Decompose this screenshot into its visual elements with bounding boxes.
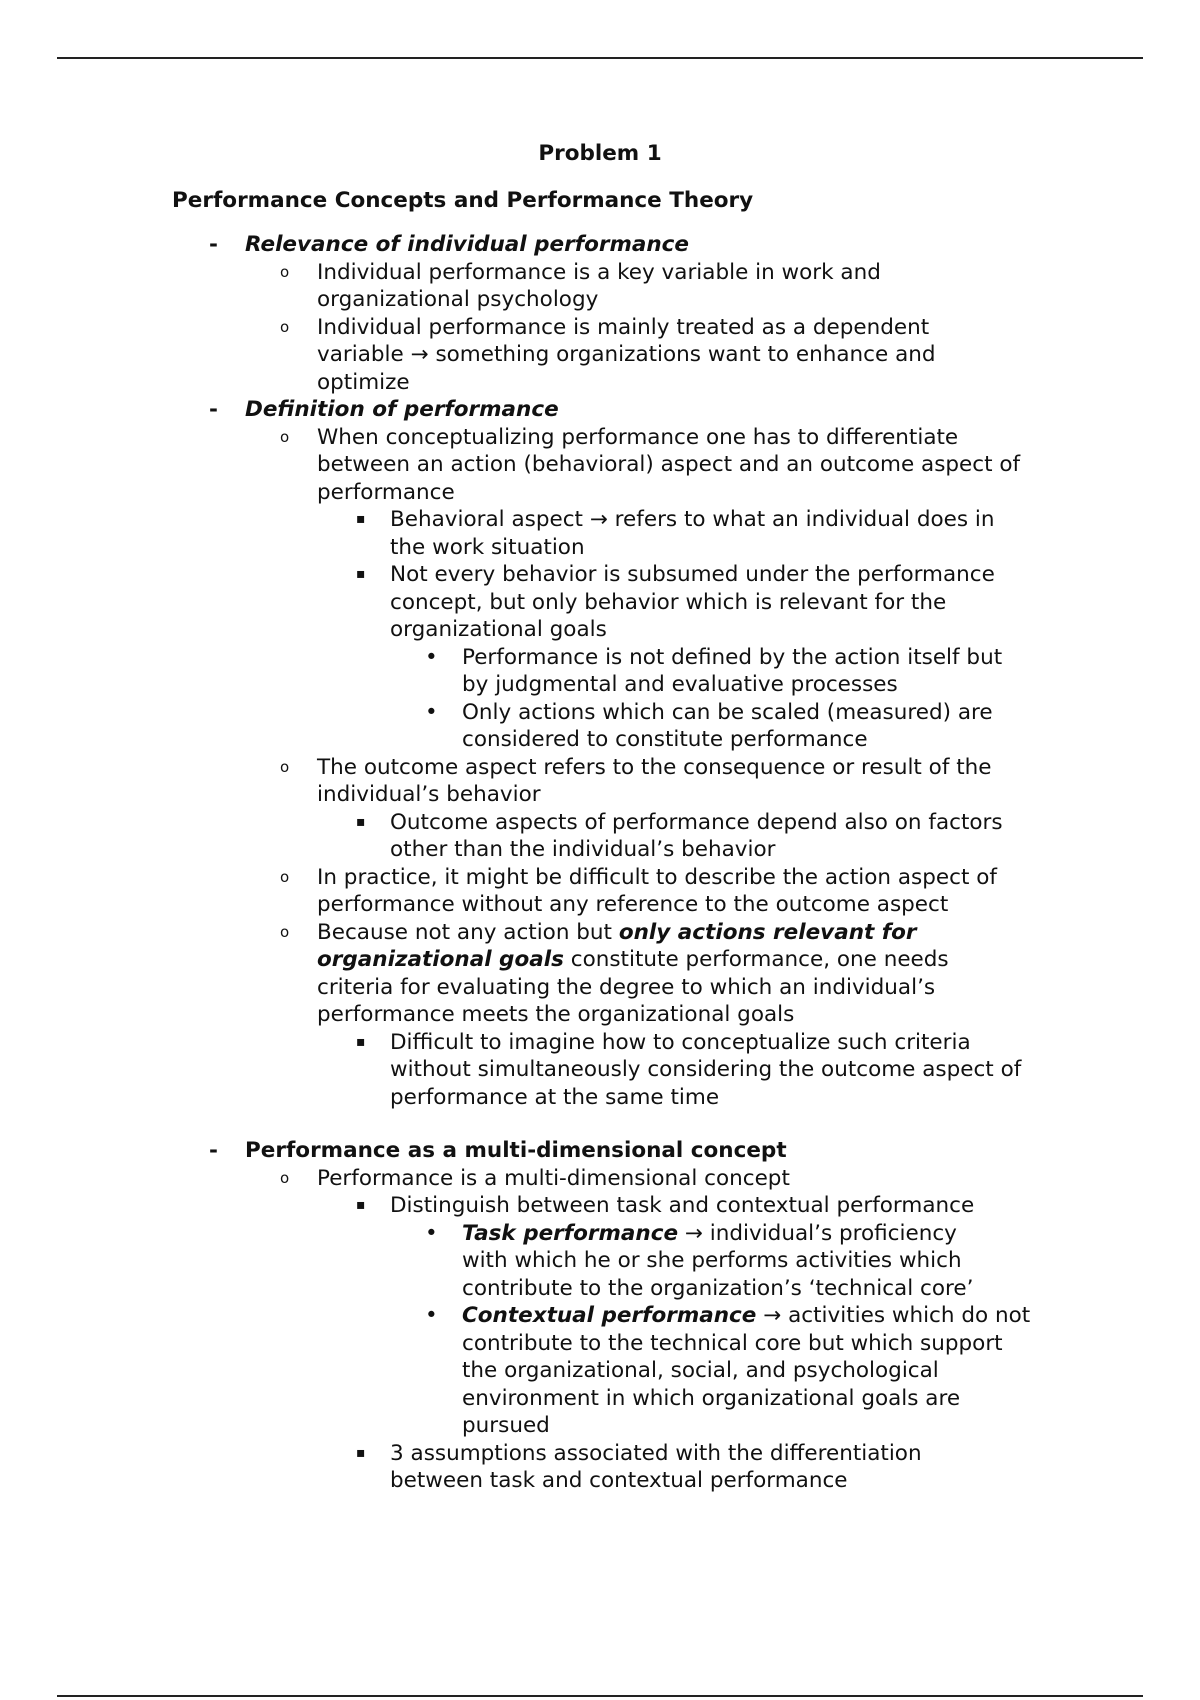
section-definition <box>172 396 1072 424</box>
dot-bullet-icon: • <box>425 1303 438 1328</box>
list-item <box>172 1165 1072 1193</box>
list-item <box>172 809 1072 864</box>
section-title: Performance as a multi-dimensional concept <box>245 1138 787 1163</box>
square-bullet-icon: ▪ <box>356 1033 366 1050</box>
dash-bullet: - <box>209 397 218 422</box>
list-item-text: 3 assumptions associated with the differentiation between task and contextual performance <box>390 1440 922 1493</box>
list-item-text: Because not any action but only actions relevant for organizational goals constitute performance, one needs criteria for evaluating the degree to which an individual’s performance meets the organizational goals <box>317 919 949 1027</box>
list-item-text: Performance is a multi-dimensional concept <box>317 1165 790 1191</box>
list-item-text: When conceptualizing performance one has to differentiate between an action (behavioral) aspect and an outcome aspect of performance <box>317 424 1021 505</box>
list-item <box>172 699 1072 754</box>
list-item <box>172 1192 1072 1220</box>
circle-bullet-icon: o <box>280 922 290 941</box>
list-item-text: Only actions which can be scaled (measured) are considered to constitute performance <box>462 699 993 752</box>
list-item <box>172 644 1072 699</box>
circle-bullet-icon: o <box>280 262 290 281</box>
square-bullet-icon: ▪ <box>356 1197 366 1213</box>
list-item-text: In practice, it might be difficult to describe the action aspect of performance without any reference to the outcome aspect <box>317 864 997 917</box>
top-rule <box>57 57 1143 59</box>
square-bullet-icon: ▪ <box>356 813 366 830</box>
arrow-icon: → <box>684 1220 703 1246</box>
list-item-text: Task performance → individual’s proficiency with which he or she performs activities which contribute to the organization’s ‘technical core’ <box>462 1220 974 1301</box>
list-item <box>172 919 1072 1029</box>
list-item <box>172 314 1072 397</box>
list-item-text: Distinguish between task and contextual performance <box>390 1193 975 1218</box>
bottom-rule <box>57 1695 1143 1697</box>
square-bullet-icon: ▪ <box>356 511 366 527</box>
list-item <box>172 561 1072 644</box>
list-item <box>172 259 1072 314</box>
list-item <box>172 1440 1072 1495</box>
list-item-text: The outcome aspect refers to the consequence or result of the individual’s behavior <box>317 754 992 807</box>
circle-bullet-icon: o <box>280 427 290 446</box>
list-item <box>172 1029 1072 1112</box>
list-item-text: Individual performance is a key variable in work and organizational psychology <box>317 259 881 312</box>
section-title: Definition of performance <box>245 397 559 422</box>
list-item <box>172 1220 1072 1303</box>
circle-bullet-icon: o <box>280 1168 290 1187</box>
dot-bullet-icon: • <box>425 644 438 670</box>
list-item <box>172 864 1072 919</box>
arrow-icon: → <box>410 342 429 367</box>
list-item-text: Individual performance is mainly treated as a dependent variable → something organizations want to enhance and optimize <box>317 314 936 395</box>
section-relevance <box>172 231 1072 259</box>
dash-bullet: - <box>209 1138 218 1163</box>
dash-bullet: - <box>209 232 218 257</box>
dot-bullet-icon: • <box>425 699 438 725</box>
arrow-icon: → <box>763 1303 782 1328</box>
list-item-text: Outcome aspects of performance depend also on factors other than the individual’s behavior <box>390 809 1003 862</box>
list-item <box>172 424 1072 507</box>
section-multidimensional <box>172 1137 1072 1165</box>
circle-bullet-icon: o <box>280 867 290 886</box>
list-item-text: Behavioral aspect → refers to what an individual does in the work situation <box>390 507 995 560</box>
list-item <box>172 754 1072 809</box>
list-item-text: Performance is not defined by the action itself but by judgmental and evaluative processes <box>462 644 1003 697</box>
page-title: Problem 1 <box>538 141 662 166</box>
arrow-icon: → <box>589 507 608 532</box>
document-body <box>172 140 1072 1495</box>
square-bullet-icon: ▪ <box>356 566 366 582</box>
section-title: Relevance of individual performance <box>245 232 689 257</box>
list-item-text: Difficult to imagine how to conceptualize such criteria without simultaneously considering the outcome aspect of performance at the same time <box>390 1029 1022 1110</box>
spacer <box>172 1111 1072 1137</box>
list-item <box>172 1302 1072 1440</box>
dot-bullet-icon: • <box>425 1220 438 1246</box>
list-item <box>172 506 1072 561</box>
list-item-text: Not every behavior is subsumed under the performance concept, but only behavior which is relevant for the organizational goals <box>390 562 995 642</box>
circle-bullet-icon: o <box>280 757 290 776</box>
square-bullet-icon: ▪ <box>356 1444 366 1461</box>
list-item-text: Contextual performance → activities which do not contribute to the technical core but which support the organizational, social, and psychological environment in which organizational goals are pursued <box>462 1303 1031 1438</box>
section-heading: Performance Concepts and Performance Theory <box>172 187 754 213</box>
circle-bullet-icon: o <box>280 317 290 336</box>
